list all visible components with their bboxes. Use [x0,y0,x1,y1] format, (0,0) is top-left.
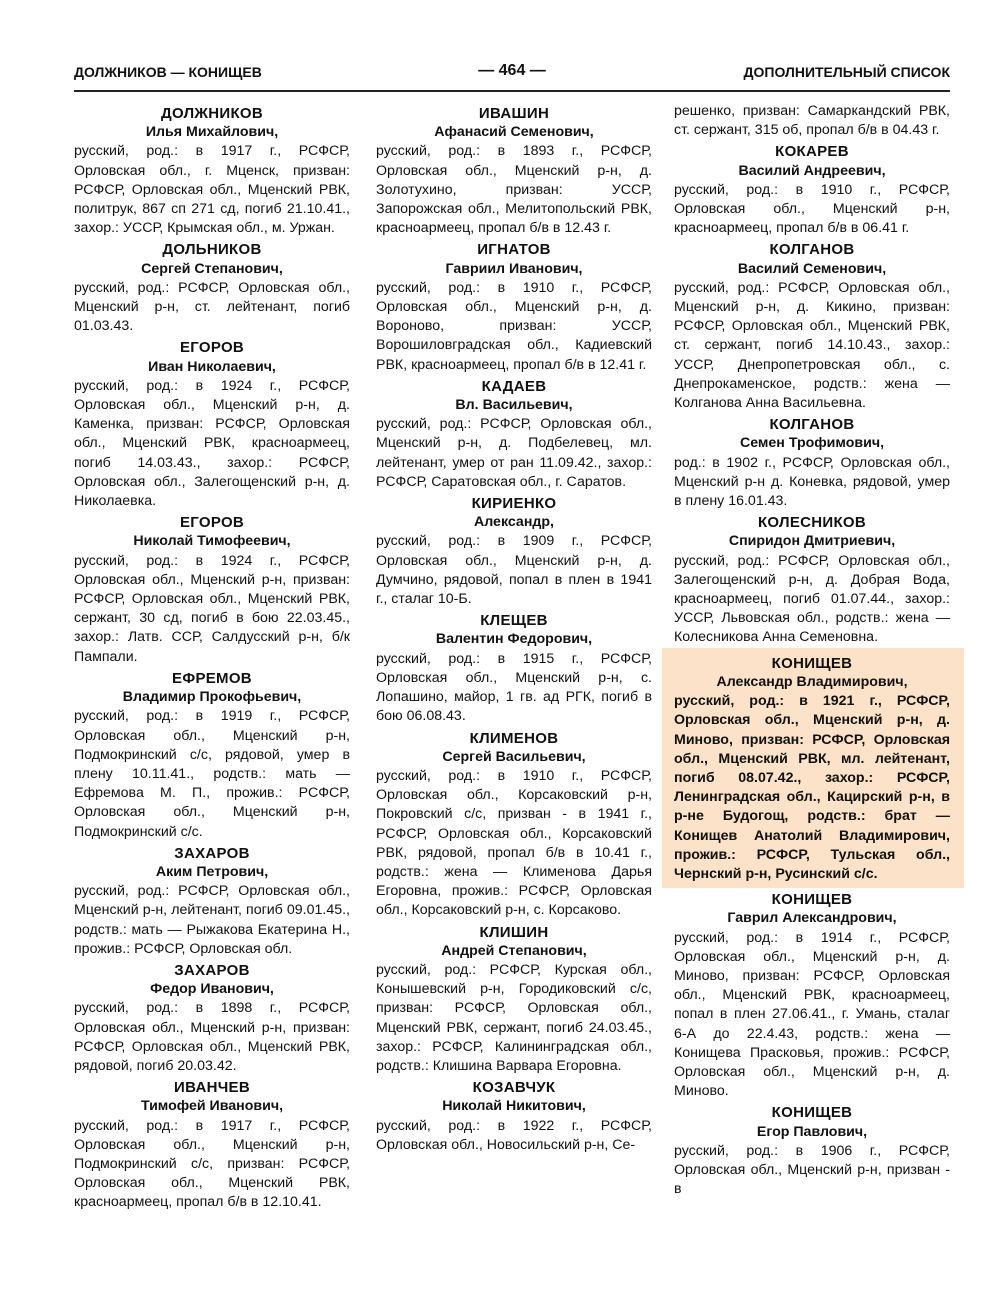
entry-details: русский, род.: в 1922 г., РСФСР, Орловская обл., Новосильский р-н, Се- [376,1117,652,1153]
entry [674,415,950,511]
entry [376,923,652,1077]
entry [74,338,350,511]
entry-given-name: Александр, [473,514,554,531]
entry-continuation [674,102,950,140]
entry-surname: ИГНАТОВ [477,241,551,259]
entry [74,104,350,238]
highlighted-entry [662,648,964,888]
entry-surname: КЛЕЩЕВ [480,612,548,630]
entry-given-name: Спиридон Дмитриевич, [728,533,896,550]
entry [376,104,652,238]
entry-given-name: Афанасий Семенович, [434,124,594,141]
entry-surname: ДОЛЖНИКОВ [160,105,264,122]
entry-details: русский, род.: в 1910 г., РСФСР, Орловская обл., Мценский р-н, красноармеец, пропал б/в в 06.41 г. [674,181,950,237]
entry-given-name: Тимофей Иванович, [140,1098,284,1115]
entry-given-name: Валентин Федорович, [435,631,593,648]
entry-details: русский, род.: РСФСР, Орловская обл., Мценский р-н, лейтенант, погиб 09.01.45., родств.: мать — Рыжакова Екатерина Н., прожив.: РСФСР, Орловская обл. [74,883,350,957]
entry-details: русский, род.: в 1915 г., РСФСР, Орловская обл., Мценский р-н, с. Лопашино, майор, 1 гв. ад РГК, погиб в бою 06.08.43. [376,650,652,725]
entry-given-name: Сергей Степанович, [141,260,283,277]
entry-details: русский, род.: РСФСР, Курская обл., Конышевский р-н, Городиковский с/с, призван: РСФСР, Орловская обл., Мценский РВК, сержант, погиб 24.03.45., захор.: РСФСР, Калининградская обл., родств.: Клишина Варвара Егоровна. [376,961,652,1074]
entry-given-name: Вл. Васильевич, [455,397,573,414]
entry-details: русский, род.: РСФСР, Орловская обл., Мценский р-н, д. Подбелевец, мл. лейтенант, умер от ран 11.09.42., захор.: РСФСР, Саратовская обл., г. Саратов. [376,416,652,490]
entry-surname: КОЛГАНОВ [769,416,855,434]
entry-surname: ДОЛЬНИКОВ [162,241,262,259]
entry-given-name: Владимир Прокофьевич, [122,689,302,706]
entry-given-name: Николай Никитович, [442,1098,586,1115]
entry-details: решенко, призван: Самаркандский РВК, ст. сержант, 315 об, пропал б/в в 04.43 г. [674,103,950,139]
entry-surname: ЗАХАРОВ [174,961,250,979]
entry-surname: ЗАХАРОВ [174,844,250,862]
entry [74,961,350,1076]
entry [376,611,652,726]
entry-surname: КОЛЕСНИКОВ [757,514,867,532]
entry-given-name: Андрей Степанович, [441,942,587,959]
entry-details: русский, род.: в 1910 г., РСФСР, Орловская обл., Мценский р-н, д. Вороново, призван: УССР, Ворошиловградская обл., Кадиевский РВК, красноармеец, пропал б/в в 12.41 г. [376,279,652,373]
entry-details: русский, род.: РСФСР, Орловская обл., Мценский р-н, ст. лейтенант, погиб 01.03.43. [74,279,350,335]
entry-details: русский, род.: в 1924 г., РСФСР, Орловская обл., Мценский р-н, призван: РСФСР, Орловская обл., Мценский РВК, сержант, 30 сд, погиб в бою 22.03.45., захор.: Латв. ССР, Салдусский р-н, б/к Пампали. [74,552,350,665]
entry-details: русский, род.: РСФСР, Орловская обл., Залегощенский р-н, д. Добрая Вода, красноармеец, погиб 01.07.44., захор.: УССР, Львовская обл., родств.: жена — Колесникова Анна Семеновна. [674,552,950,646]
entry-surname: ЕФРЕМОВ [172,669,252,687]
column-1 [74,102,350,1213]
entry [376,729,652,921]
entry [674,890,950,1101]
entry-details: русский, род.: в 1919 г., РСФСР, Орловская обл., Мценский р-н, Подмокринский с/с, рядовой, умер в плену 10.11.41., родств.: мать — Ефремова М. П., прожив.: РСФСР, Орловская обл., Мценский р-н, Подмокринский с/с. [74,708,350,840]
entry-given-name: Аким Петрович, [155,863,269,880]
entry-surname: КИРИЕНКО [471,495,557,513]
entry-given-name: Иван Николаевич, [148,358,276,375]
entry [674,1103,950,1199]
entry-details: русский, род.: в 1917 г., РСФСР, Орловская обл., г. Мценск, призван: РСФСР, Орловская обл., Мценский РВК, политрук, 867 сп 271 сд, погиб 21.10.41., захор.: УССР, Крымская обл., м. Уржан. [74,143,350,237]
entry-surname: КОНИЩЕВ [771,654,853,672]
entry [74,1078,350,1212]
entry-details: русский, род.: в 1906 г., РСФСР, Орловская обл., Мценский р-н, призван - в [674,1142,950,1198]
entry [74,844,350,959]
entry-given-name: Николай Тимофеевич, [133,533,291,550]
entry-given-name: Василий Семенович, [737,260,887,277]
column-3 [674,102,950,1199]
entry-surname: КАДАЕВ [481,377,547,395]
page-header [74,60,950,92]
entry-surname: КЛИШИН [479,923,549,941]
page-number: — 464 — [478,62,546,79]
entry-given-name: Александр Владимирович, [716,673,908,690]
entry-details: русский, род.: в 1893 г., РСФСР, Орловская обл., Мценский р-н, д. Золотухино, призван: УССР, Запорожская обл., Мелитопольский РВК, красноармеец, пропал б/в в 12.43 г. [376,143,652,237]
entry [674,513,950,647]
entry-details: русский, род.: в 1921 г., РСФСР, Орловская обл., Мценский р-н, д. Миново, призван: РСФСР, Орловская обл., Мценский РВК, мл. лейтенант, погиб 08.07.42., захор.: РСФСР, Ленинградская обл., Кацирский р-н, в р-не Будогощ, родств.: брат — Конищев Анатолий Владимирович, прожив.: РСФСР, Тульская обл., Чернский р-н, Русинский с/с. [674,693,950,882]
entry-details: русский, род.: в 1914 г., РСФСР, Орловская обл., Мценский р-н, д. Миново, призван: РСФСР, Орловская обл., Мценский РВК, красноармеец, попал в плен 27.06.41., г. Умань, сталаг 6-А до 22.4.43, родств.: жена — Конищева Прасковья, прожив.: РСФСР, Орловская обл., Мценский р-н, д. Миново. [674,929,950,1100]
entry-details: русский, род.: в 1924 г., РСФСР, Орловская обл., Мценский р-н, д. Каменка, призван: РСФСР, Орловская обл., Мценский РВК, красноармеец, погиб 14.03.43., захор.: РСФСР, Орловская обл., Залегощенский р-н, д. Николаевка. [74,377,350,510]
column-2 [376,102,652,1155]
entry-given-name: Василий Андреевич, [738,162,886,179]
entry-surname: КОКАРЕВ [775,143,849,161]
entry [74,513,350,667]
entry [74,669,350,842]
entry-details: русский, род.: РСФСР, Орловская обл., Мценский р-н, д. Кикино, призван: РСФСР, Орловская обл., Мценский РВК, ст. сержант, погиб 14.10.43., захор.: УССР, Днепропетровская обл., с. Днепрокаменское, родств.: жена — Колганова Анна Васильевна. [674,279,950,412]
entry-given-name: Федор Иванович, [150,981,274,998]
entry-surname: КЛИМЕНОВ [469,729,559,747]
entry-surname: ИВАНЧЕВ [173,1079,250,1097]
entry-given-name: Гаврил Александрович, [727,910,897,927]
entry-given-name: Семен Трофимович, [739,435,885,452]
entry [674,240,950,413]
entry-details: русский, род.: в 1910 г., РСФСР, Орловская обл., Корсаковский р-н, Покровский с/с, призван - в 1941 г., РСФСР, Орловская обл., Корсаковский РВК, рядовой, пропал б/в в 10.41 г., родств.: жена — Клименова Дарья Егоровна, прожив.: РСФСР, Орловская обл., Корсаковский р-н, с. Корсаково. [376,767,652,919]
entry-surname: ЕГОРОВ [179,339,245,357]
entry [74,240,350,336]
entry-details: русский, род.: в 1898 г., РСФСР, Орловская обл., Мценский р-н, призван: РСФСР, Орловская обл., Мценский РВК, рядовой, погиб 20.03.42. [74,1000,350,1074]
entry-given-name: Гавриил Иванович, [445,260,583,277]
entry [376,240,652,374]
entry [674,142,950,238]
entry-surname: ИВАШИН [478,105,550,122]
entry-surname: ЕГОРОВ [179,514,245,532]
running-head-right: ДОПОЛНИТЕЛЬНЫЙ СПИСОК [743,64,950,80]
entry-surname: КОНИЩЕВ [771,891,853,909]
entry-surname: КОНИЩЕВ [771,1104,853,1122]
running-head-left: ДОЛЖНИКОВ — КОНИЩЕВ [74,64,262,80]
entry [376,494,652,609]
entry-details: русский, род.: в 1909 г., РСФСР, Орловская обл., Мценский р-н, д. Думчино, рядовой, попал в плен в 1941 г., сталаг 10-Б. [376,533,652,608]
entry-given-name: Сергей Васильевич, [442,748,586,765]
entry [376,1078,652,1155]
entry-details: русский, род.: в 1917 г., РСФСР, Орловская обл., Мценский р-н, Подмокринский с/с, призван: РСФСР, Орловская обл., Мценский РВК, красноармеец, пропал б/в в 12.10.41. [74,1117,350,1211]
entry-given-name: Егор Павлович, [756,1123,868,1140]
entry-given-name: Илья Михайлович, [145,124,279,141]
entry [376,377,652,492]
entry-surname: КОЗАВЧУК [472,1079,556,1097]
entry-surname: КОЛГАНОВ [769,241,855,259]
entry-details: род.: в 1902 г., РСФСР, Орловская обл., Мценский р-н д. Коневка, рядовой, умер в плену 16.01.43. [674,454,950,510]
